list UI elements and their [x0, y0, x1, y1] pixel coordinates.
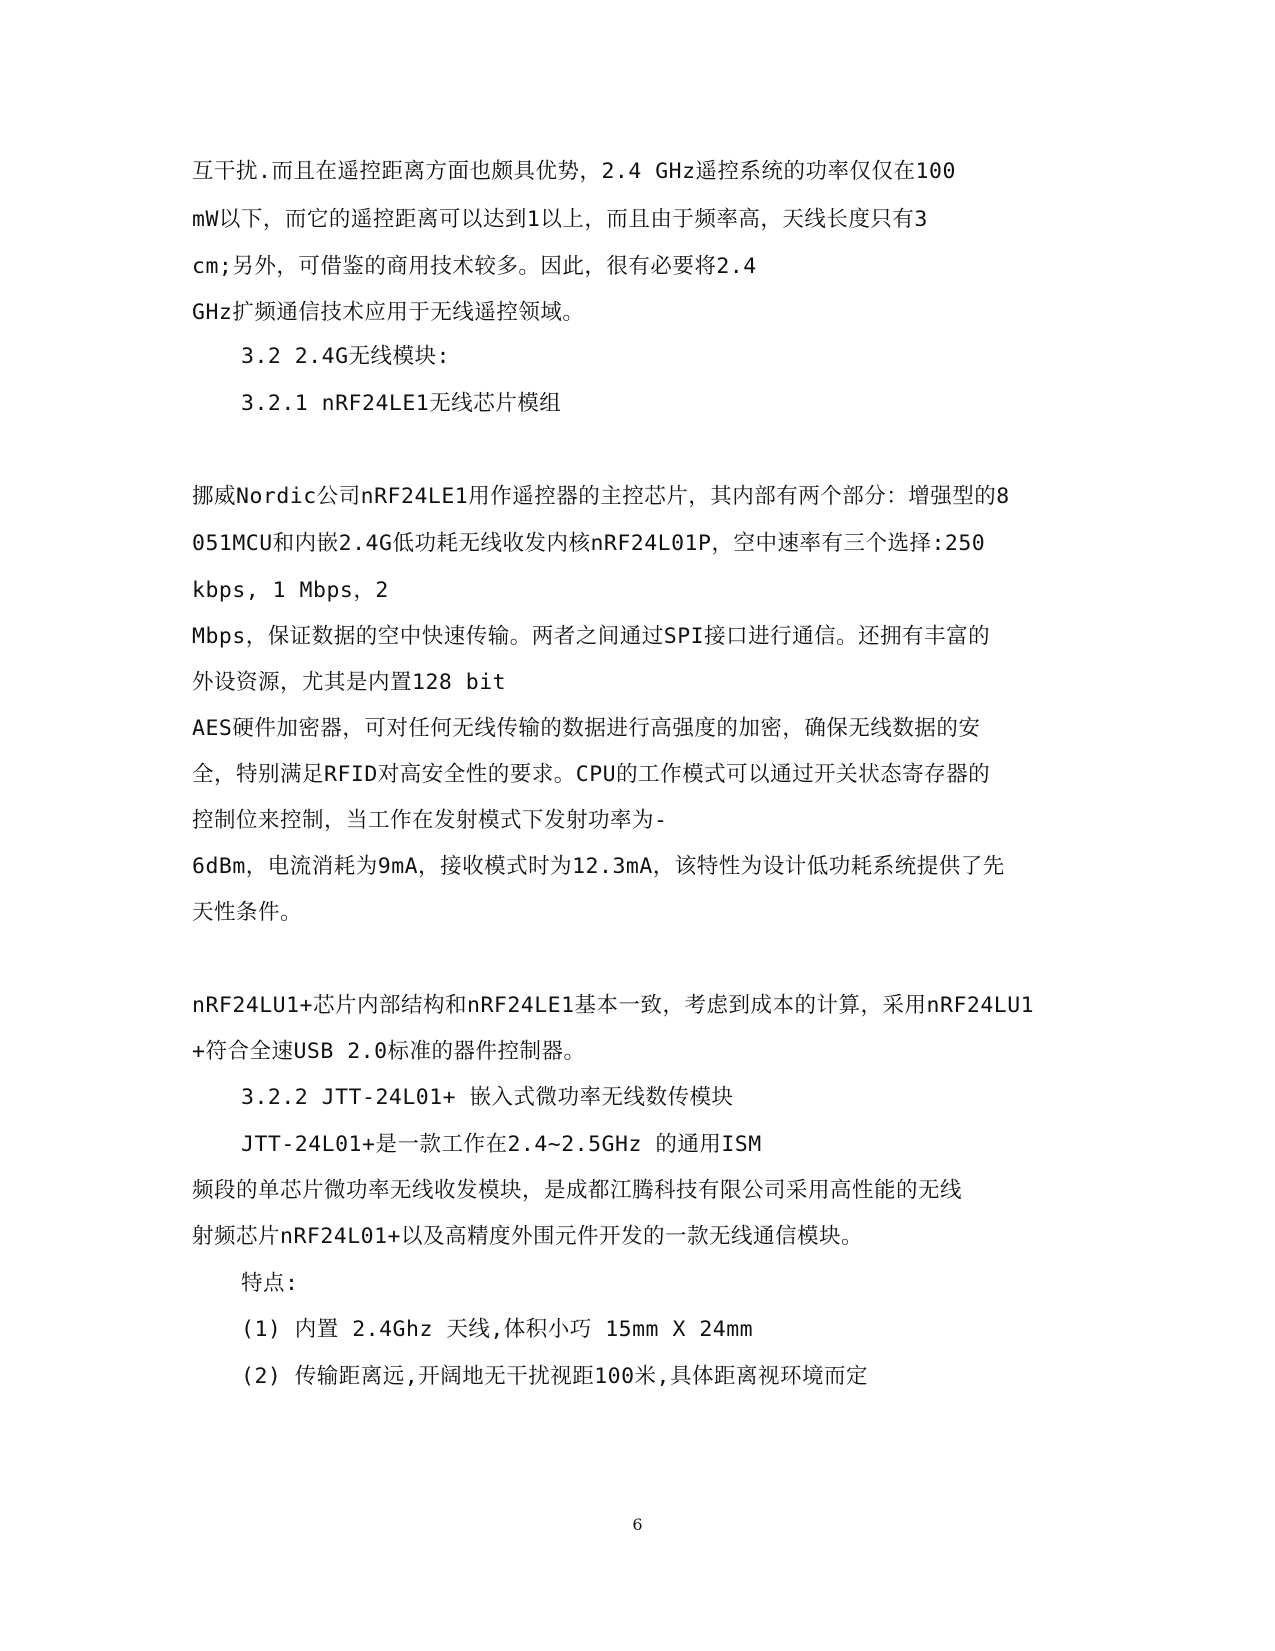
text-line: 全，特别满足RFID对高安全性的要求。CPU的工作模式可以通过开关状态寄存器的: [192, 762, 991, 787]
text-line: 6dBm，电流消耗为9mA，接收模式时为12.3mA，该特性为设计低功耗系统提供了先: [192, 854, 1005, 879]
text-line: 051MCU和内嵌2.4G低功耗无线收发内核nRF24L01P，空中速率有三个选择:250: [192, 531, 986, 556]
text-line: GHz扩频通信技术应用于无线遥控领域。: [192, 300, 585, 325]
text-line: nRF24LU1+芯片内部结构和nRF24LE1基本一致，考虑到成本的计算，采用nRF24LU1: [192, 993, 1035, 1018]
text-line: mW以下，而它的遥控距离可以达到1以上，而且由于频率高，天线长度只有3: [192, 207, 928, 232]
subsection-heading: 3.2.1 nRF24LE1无线芯片模组: [241, 391, 562, 416]
text-line: 互干扰.而且在遥控距离方面也颇具优势，2.4 GHz遥控系统的功率仅仅在100: [192, 159, 956, 184]
section-heading: 3.2 2.4G无线模块:: [241, 344, 450, 369]
text-line: kbps, 1 Mbps，2: [192, 578, 389, 603]
text-line: 频段的单芯片微功率无线收发模块，是成都江腾科技有限公司采用高性能的无线: [192, 1178, 963, 1203]
text-line: 挪威Nordic公司nRF24LE1用作遥控器的主控芯片，其内部有两个部分：增强型的8: [192, 484, 1010, 509]
list-item: (2) 传输距离远,开阔地无干扰视距100米,具体距离视环境而定: [241, 1364, 868, 1389]
subsection-heading: 3.2.2 JTT-24L01+ 嵌入式微功率无线数传模块: [241, 1085, 734, 1110]
text-line: 控制位来控制，当工作在发射模式下发射功率为-: [192, 808, 668, 833]
text-line: JTT-24L01+是一款工作在2.4~2.5GHz 的通用ISM: [241, 1132, 762, 1157]
text-line: AES硬件加密器，可对任何无线传输的数据进行高强度的加密，确保无线数据的安: [192, 716, 981, 741]
text-line: 射频芯片nRF24L01+以及高精度外围元件开发的一款无线通信模块。: [192, 1224, 863, 1249]
text-line: 外设资源，尤其是内置128 bit: [192, 670, 507, 695]
text-line: 特点:: [241, 1271, 299, 1296]
text-line: 天性条件。: [192, 900, 303, 925]
text-line: cm;另外，可借鉴的商用技术较多。因此，很有必要将2.4: [192, 254, 757, 279]
list-item: (1) 内置 2.4Ghz 天线,体积小巧 15mm X 24mm: [241, 1317, 754, 1342]
text-line: +符合全速USB 2.0标准的器件控制器。: [192, 1039, 586, 1064]
text-line: Mbps，保证数据的空中快速传输。两者之间通过SPI接口进行通信。还拥有丰富的: [192, 624, 991, 649]
page-number: 6: [632, 1515, 643, 1534]
